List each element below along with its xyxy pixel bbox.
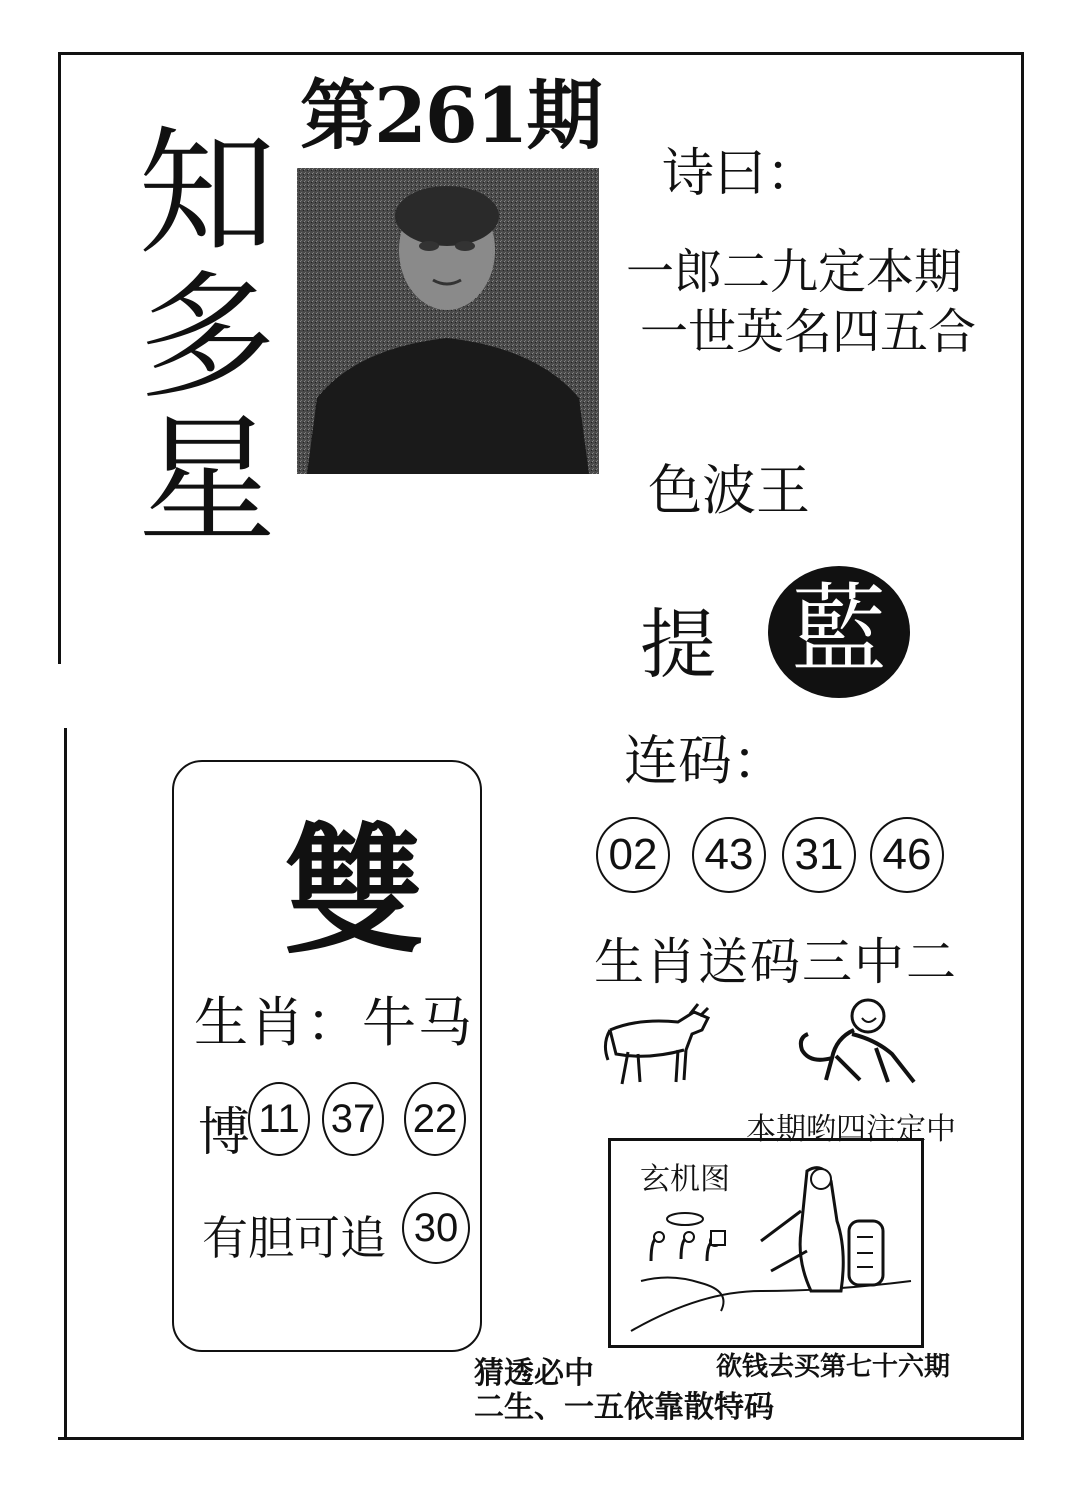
monkey-icon	[796, 994, 922, 1090]
hint-label: 提	[640, 600, 716, 689]
brand-title	[138, 113, 278, 562]
guarantee-caption: 本期哟四注定中	[746, 1112, 956, 1147]
footer-right-line: 欲钱去买第七十六期	[716, 1352, 951, 1382]
zodiac-label: 生肖：牛马	[194, 991, 474, 1054]
issue-title: 第261期	[300, 71, 601, 160]
color-wave-label: 色波王	[648, 459, 810, 522]
mystery-image-label: 玄机图	[640, 1162, 730, 1197]
pair-number: 46	[870, 817, 944, 893]
poem-heading: 诗曰：	[662, 144, 819, 204]
zodiac-send-title: 生肖送码三中二	[594, 933, 958, 991]
portrait-photo	[297, 168, 599, 474]
pair-number: 31	[782, 817, 856, 893]
blue-wave-char: 藍	[791, 573, 887, 685]
pair-number: 02	[596, 817, 670, 893]
ox-icon	[598, 1000, 710, 1090]
chase-label: 有胆可追	[202, 1211, 386, 1265]
bo-number: 37	[322, 1082, 384, 1156]
chase-number: 30	[402, 1192, 470, 1264]
poem-line: 一郎二九定本期	[626, 244, 963, 300]
brand-char: 多	[138, 256, 277, 418]
pair-number: 43	[692, 817, 766, 893]
pairs-heading: 连码：	[624, 729, 786, 792]
bo-number: 22	[404, 1082, 466, 1156]
footer-left-line1: 猜透必中	[474, 1356, 594, 1391]
brand-char: 知	[138, 113, 277, 274]
footer-left-line2: 二生、一五依靠散特码	[474, 1390, 774, 1425]
brand-char: 星	[138, 400, 277, 562]
bo-label: 博	[198, 1103, 251, 1163]
double-char: 雙	[284, 810, 425, 974]
bo-number: 11	[248, 1082, 310, 1156]
poem-line: 一世英名四五合	[640, 304, 977, 360]
